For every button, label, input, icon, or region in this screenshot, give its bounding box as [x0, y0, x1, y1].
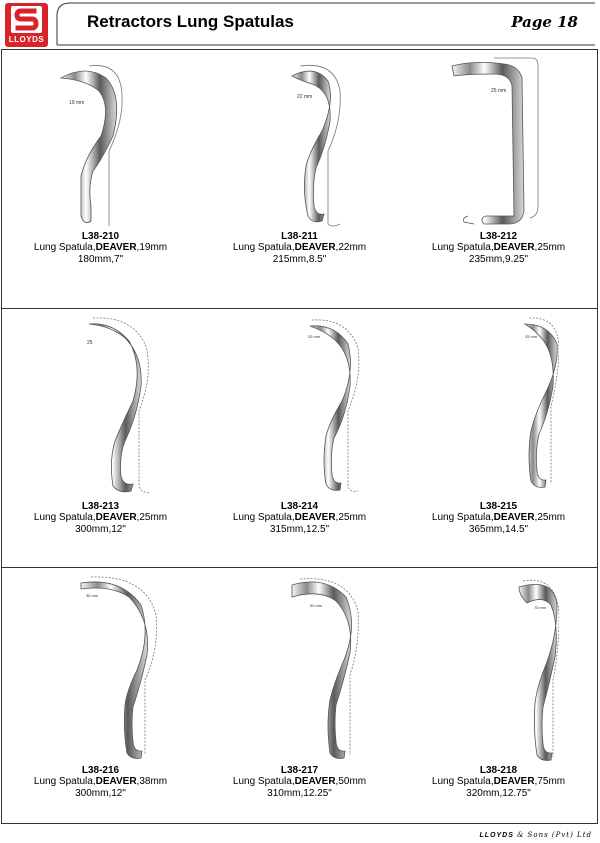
- retractor-image: [434, 56, 564, 231]
- page-title: Retractors Lung Spatulas: [87, 12, 294, 31]
- logo-text: LLOYDS: [8, 35, 45, 44]
- product-card[interactable]: [200, 56, 399, 266]
- product-description: Lung Spatula,DEAVER,25mm: [232, 512, 367, 523]
- product-description: Lung Spatula,DEAVER,19mm: [33, 242, 168, 253]
- product-card[interactable]: [399, 56, 598, 266]
- footer-company: LLOYDS & Sons (Pvt) Ltd: [479, 831, 592, 839]
- blade-width-label: 38 mm: [85, 593, 98, 598]
- blade-width-label: 19 mm: [68, 100, 84, 106]
- retractor-image: [439, 316, 559, 501]
- blade-width-label: 50 mm: [309, 603, 322, 608]
- product-description: Lung Spatula,DEAVER,25mm: [431, 242, 566, 253]
- product-size: 315mm,12.5": [269, 524, 330, 535]
- product-size: 320mm,12.75": [466, 788, 531, 799]
- blade-width-label: 25 mm: [524, 334, 537, 339]
- logo-s-mark: [11, 6, 42, 33]
- product-size: 180mm,7": [77, 254, 124, 265]
- retractor-image: [41, 316, 161, 501]
- product-card[interactable]: [1, 316, 200, 536]
- blade-width-label: 75 mm: [533, 605, 546, 610]
- blade-width-label: 25 mm: [490, 88, 506, 94]
- product-card[interactable]: [399, 316, 598, 536]
- retractor-image: [41, 56, 161, 231]
- retractor-image: [240, 575, 360, 765]
- product-size: 300mm,12": [75, 524, 126, 535]
- blade-width-label: 25 mm: [307, 334, 320, 339]
- page-number: Page 18: [511, 13, 578, 31]
- lloyds-logo: [5, 3, 48, 47]
- row-divider: [1, 308, 598, 309]
- product-card[interactable]: [399, 575, 598, 800]
- product-card[interactable]: [1, 56, 200, 266]
- product-description: Lung Spatula,DEAVER,25mm: [431, 512, 566, 523]
- product-description: Lung Spatula,DEAVER,25mm: [33, 512, 168, 523]
- product-code: L38-211: [281, 231, 318, 242]
- product-code: L38-218: [479, 765, 518, 776]
- retractor-image: [240, 56, 360, 231]
- product-card[interactable]: [200, 316, 399, 536]
- retractor-image: [439, 575, 559, 765]
- product-code: L38-216: [81, 765, 120, 776]
- product-size: 215mm,8.5": [272, 254, 327, 265]
- product-code: L38-217: [280, 765, 319, 776]
- product-card[interactable]: [1, 575, 200, 800]
- product-description: Lung Spatula,DEAVER,50mm: [232, 776, 367, 787]
- product-description: Lung Spatula,DEAVER,22mm: [232, 242, 367, 253]
- product-size: 310mm,12.25": [267, 788, 332, 799]
- product-card[interactable]: [200, 575, 399, 800]
- product-description: Lung Spatula,DEAVER,75mm: [431, 776, 566, 787]
- retractor-image: [41, 575, 161, 765]
- product-size: 300mm,12": [75, 788, 126, 799]
- product-size: 365mm,14.5": [468, 524, 529, 535]
- blade-width-label: 25: [86, 340, 93, 346]
- product-code: L38-210: [81, 231, 120, 242]
- blade-width-label: 22 mm: [296, 94, 312, 100]
- retractor-image: [240, 316, 360, 501]
- product-code: L38-214: [280, 501, 319, 512]
- product-code: L38-213: [81, 501, 120, 512]
- product-code: L38-215: [479, 501, 518, 512]
- product-code: L38-212: [479, 231, 518, 242]
- product-description: Lung Spatula,DEAVER,38mm: [33, 776, 168, 787]
- row-divider: [1, 567, 598, 568]
- product-size: 235mm,9.25": [468, 254, 529, 265]
